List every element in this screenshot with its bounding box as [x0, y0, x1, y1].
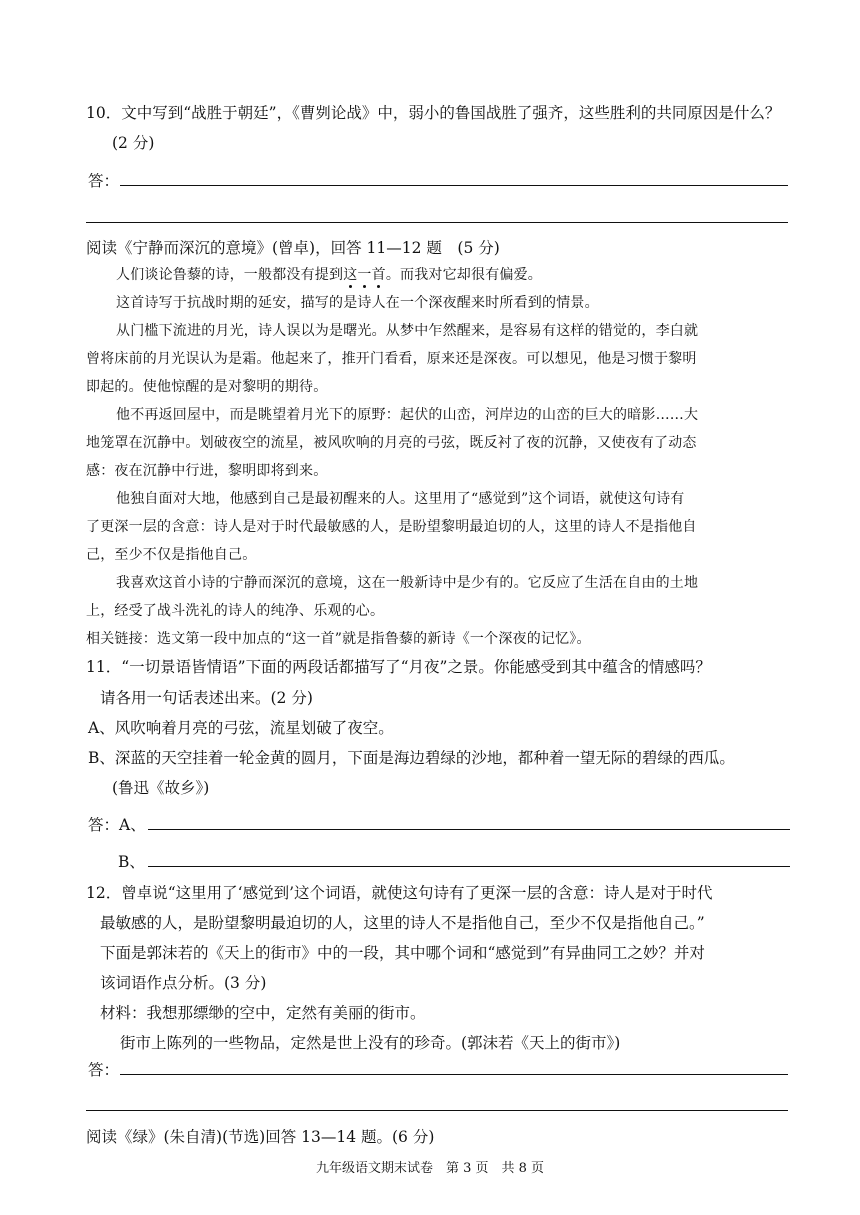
q12-line2: 最敏感的人，是盼望黎明最迫切的人，这里的诗人不是指他自己，至少不仅是指他自己。” — [100, 914, 705, 932]
q12-line1: 12．曾卓说“这里用了‘感觉到’这个词语，就使这句诗有了更深一层的含意：诗人是对于时代 — [86, 884, 713, 902]
passage-p3-line2: 曾将床前的月光误认为是霜。他起来了，推开门看看，原来还是深夜。可以想见，他是习惯于黎明 — [86, 351, 697, 367]
passage-p3-line3: 即起的。使他惊醒的是对黎明的期待。 — [86, 379, 328, 395]
q12-line4: 该词语作点分析。(3 分) — [100, 974, 267, 992]
passage-p5-line3: 己，至少不仅是指他自己。 — [86, 547, 257, 563]
page-footer: 九年级语文期末试卷 第 3 页 共 8 页 — [315, 1161, 545, 1176]
q12-answer-label: 答： — [88, 1061, 120, 1079]
passage-p4-line1: 他不再返回屋中，而是眺望着月光下的原野：起伏的山峦，河岸边的山峦的巨大的暗影……大 — [116, 407, 699, 423]
q10-answer-label: 答： — [88, 172, 120, 190]
passage-p6-line2: 上，经受了战斗洗礼的诗人的纯净、乐观的心。 — [86, 603, 385, 619]
q11-option-b-source: (鲁迅《故乡》) — [112, 779, 210, 797]
q12-material-line2: 街市上陈列的一些物品，定然是世上没有的珍奇。(郭沫若《天上的街市》) — [120, 1034, 621, 1052]
passage-p3-line1: 从门槛下流进的月光，诗人误以为是曙光。从梦中乍然醒来，是容易有这样的错觉的，李白就 — [116, 323, 699, 339]
q11-answer-label-b: B、 — [118, 853, 145, 871]
q12-material-line1: 材料：我想那缥缈的空中，定然有美丽的街市。 — [100, 1004, 426, 1022]
q10-line2: (2 分) — [112, 134, 155, 152]
passage-p6-line1: 我喜欢这首小诗的宁静而深沉的意境，这在一般新诗中是少有的。它反应了生活在自由的土地 — [116, 575, 699, 591]
emphasis-dot-char: 首 — [371, 267, 386, 283]
passage-p5-line2: 了更深一层的含意：诗人是对于时代最敏感的人，是盼望黎明最迫切的人，这里的诗人不是指他自 — [86, 519, 697, 535]
q10-answer-line-1[interactable] — [120, 185, 788, 186]
passage-p4-line3: 感：夜在沉静中行进，黎明即将到来。 — [86, 463, 328, 479]
q11-line2: 请各用一句话表述出来。(2 分) — [100, 689, 313, 707]
q11-option-a: A、风吹响着月亮的弓弦，流星划破了夜空。 — [88, 719, 394, 737]
passage-p5-line1: 他独自面对大地，他感到自己是最初醒来的人。这里用了“感觉到”这个词语，就使这句诗有 — [116, 491, 685, 507]
q10-line1: 10．文中写到“战胜于朝廷”，《曹刿论战》中，弱小的鲁国战胜了强齐，这些胜利的共同原因是什么？ — [86, 104, 781, 122]
related-link-note: 相关链接：选文第一段中加点的“这一首”就是指鲁藜的新诗《一个深夜的记忆》。 — [86, 631, 591, 647]
q11-answer-line-b[interactable] — [148, 866, 790, 867]
p1-post: 。而我对它却很有偏爱。 — [385, 267, 543, 283]
q12-line3: 下面是郭沫若的《天上的街市》中的一段，其中哪个词和“感觉到”有异曲同工之妙？并对 — [100, 944, 705, 962]
q11-answer-line-a[interactable] — [148, 829, 790, 830]
passage-paragraph-1 — [116, 264, 542, 284]
q12-answer-line-2[interactable] — [86, 1110, 788, 1111]
emphasis-dot-char: 这 — [343, 267, 358, 283]
emphasis-dot-char: 一 — [357, 267, 372, 283]
q11-answer-label-a: 答：A、 — [88, 816, 146, 834]
passage-p4-line2: 地笼罩在沉静中。划破夜空的流星，被风吹响的月亮的弓弦，既反衬了夜的沉静，又使夜有了动态 — [86, 435, 697, 451]
q11-option-b: B、深蓝的天空挂着一轮金黄的圆月，下面是海边碧绿的沙地，都种着一望无际的碧绿的西瓜。 — [88, 749, 735, 767]
reading2-heading: 阅读《绿》(朱自清)(节选)回答 13—14 题。(6 分) — [86, 1128, 435, 1146]
q12-answer-line-1[interactable] — [120, 1074, 788, 1075]
q11-line1: 11．“一切景语皆情语”下面的两段话都描写了“月夜”之景。你能感受到其中蕴含的情感吗？ — [86, 658, 711, 676]
q10-answer-line-2[interactable] — [86, 222, 788, 223]
reading1-heading: 阅读《宁静而深沉的意境》(曾卓)，回答 11—12 题 (5 分) — [86, 239, 500, 257]
passage-paragraph-2: 这首诗写于抗战时期的延安，描写的是诗人在一个深夜醒来时所看到的情景。 — [116, 295, 599, 311]
p1-pre: 人们谈论鲁藜的诗，一般都没有提到 — [116, 267, 344, 283]
